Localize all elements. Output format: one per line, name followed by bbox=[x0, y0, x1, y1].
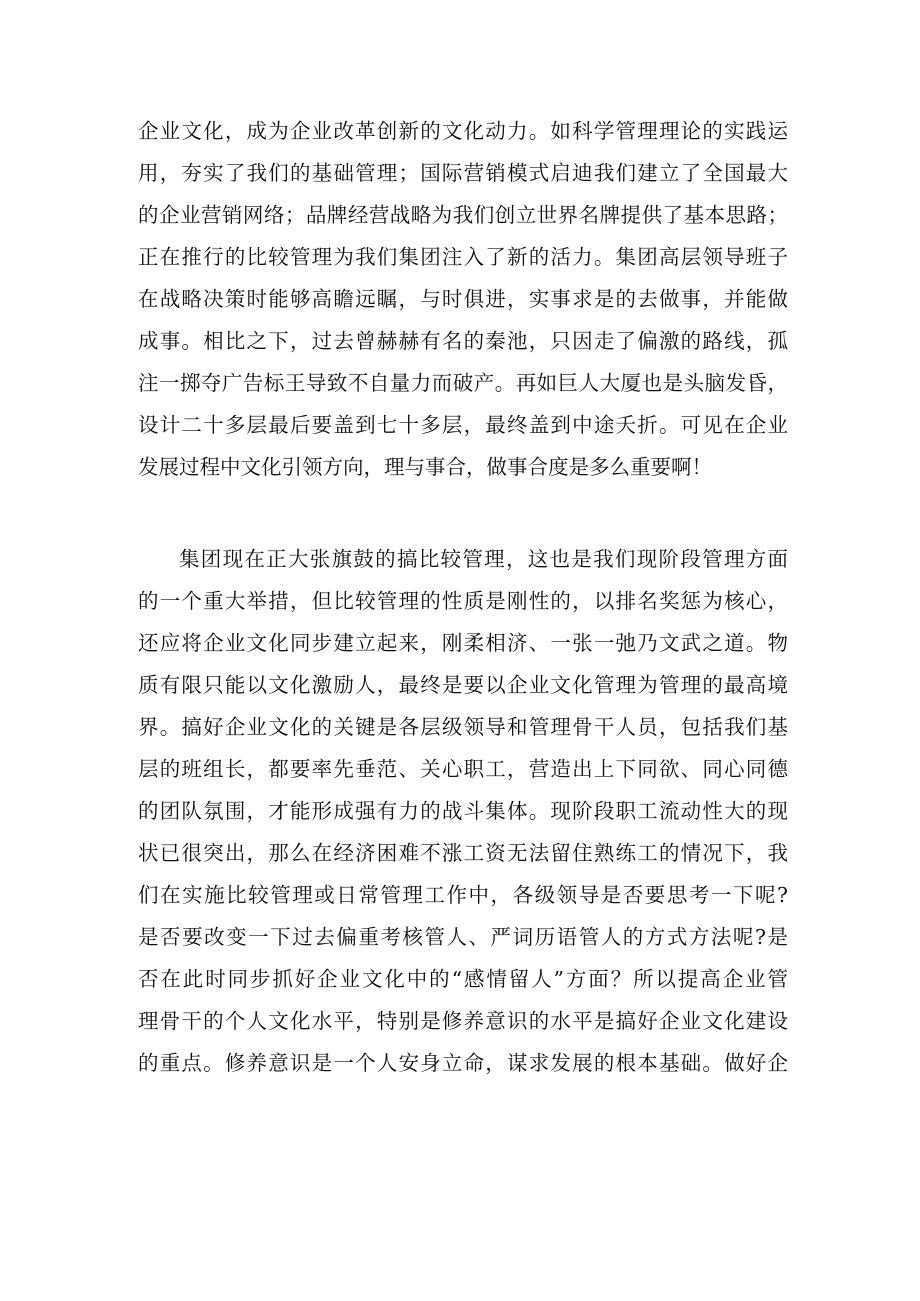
paragraph-2 bbox=[138, 538, 788, 1084]
text-line: 是否要改变一下过去偏重考核管人、严词历语管人的方式方法呢?是 bbox=[138, 925, 788, 949]
text-line: 界。搞好企业文化的关键是各层级领导和管理骨干人员，包括我们基 bbox=[138, 715, 788, 739]
text-line: 否在此时同步抓好企业文化中的“感情留人”方面？所以提高企业管 bbox=[138, 967, 788, 991]
text-line: 的重点。修养意识是一个人安身立命，谋求发展的根本基础。做好企 bbox=[138, 1051, 788, 1075]
text-line: 质有限只能以文化激励人，最终是要以企业文化管理为管理的最高境 bbox=[138, 673, 788, 697]
text-line: 的团队氛围，才能形成强有力的战斗集体。现阶段职工流动性大的现 bbox=[138, 799, 788, 823]
text-line: 的企业营销网络；品牌经营战略为我们创立世界名牌提供了基本思路； bbox=[138, 203, 788, 227]
text-line: 正在推行的比较管理为我们集团注入了新的活力。集团高层领导班子 bbox=[138, 245, 788, 269]
text-line: 成事。相比之下，过去曾赫赫有名的秦池，只因走了偏激的路线，孤 bbox=[138, 329, 788, 353]
text-line: 们在实施比较管理或日常管理工作中，各级领导是否要思考一下呢? bbox=[138, 883, 788, 907]
text-line: 状已很突出，那么在经济困难不涨工资无法留住熟练工的情况下，我 bbox=[138, 841, 788, 865]
text-line: 的一个重大举措，但比较管理的性质是刚性的，以排名奖惩为核心， bbox=[138, 589, 788, 613]
text-line: 层的班组长，都要率先垂范、关心职工，营造出上下同欲、同心同德 bbox=[138, 757, 788, 781]
text-line: 在战略决策时能够高瞻远瞩，与时俱进，实事求是的去做事，并能做 bbox=[138, 287, 788, 311]
text-line: 还应将企业文化同步建立起来，刚柔相济、一张一弛乃文武之道。物 bbox=[138, 631, 788, 655]
text-line: 集团现在正大张旗鼓的搞比较管理，这也是我们现阶段管理方面 bbox=[179, 547, 788, 571]
text-line: 发展过程中文化引领方向，理与事合，做事合度是多么重要啊！ bbox=[138, 455, 712, 479]
text-line: 设计二十多层最后要盖到七十多层，最终盖到中途夭折。可见在企业 bbox=[138, 413, 788, 437]
text-line: 企业文化，成为企业改革创新的文化动力。如科学管理理论的实践运 bbox=[138, 119, 788, 143]
text-line: 注一掷夺广告标王导致不自量力而破产。再如巨人大厦也是头脑发昏， bbox=[138, 371, 788, 395]
text-line: 用，夯实了我们的基础管理；国际营销模式启迪我们建立了全国最大 bbox=[138, 161, 788, 185]
paragraph-1 bbox=[138, 110, 788, 488]
text-line: 理骨干的个人文化水平，特别是修养意识的水平是搞好企业文化建设 bbox=[138, 1009, 788, 1033]
